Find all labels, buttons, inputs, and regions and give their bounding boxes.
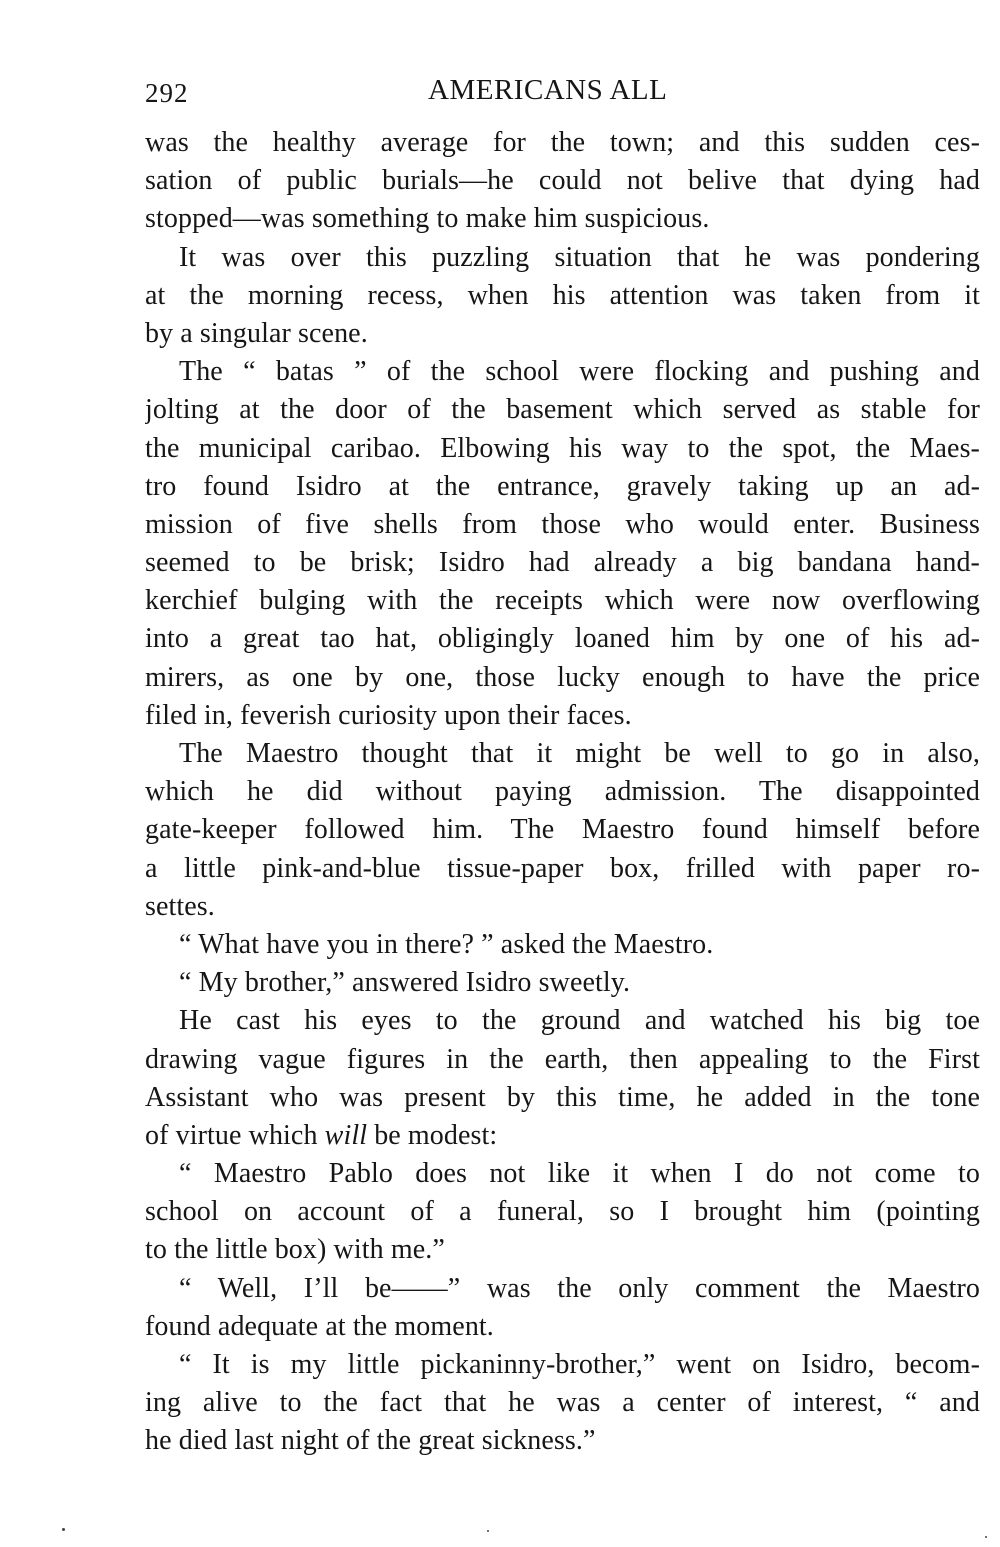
text-line: The Maestro thought that it might be well to go in also, [179, 738, 980, 769]
text-line: school on account of a funeral, so I brought him (pointing [145, 1196, 980, 1228]
text-line: filed in, feverish curiosity upon their faces. [145, 699, 632, 731]
text-line: settes. [145, 890, 215, 922]
text-line: “ Maestro Pablo does not like it when I do not come to [179, 1158, 980, 1190]
scan-speck [985, 1536, 987, 1538]
text-line: ing alive to the fact that he was a center of interest, “ and [145, 1387, 980, 1419]
text-line: mirers, as one by one, those lucky enough to have the price [145, 661, 980, 693]
text-line: gate-keeper followed him. The Maestro found himself before [145, 814, 980, 846]
text-line: sation of public burials—he could not belive that dying had [145, 165, 980, 197]
italic-word: will [324, 1119, 368, 1151]
text-line: stopped—was something to make him suspicious. [145, 203, 710, 235]
text-line: mission of five shells from those who would enter. Business [145, 508, 980, 540]
scan-speck [487, 1530, 489, 1532]
text-line: was the healthy average for the town; and this sudden ces- [145, 127, 980, 158]
text-line: “ It is my little pickaninny-brother,” went on Isidro, becom- [179, 1349, 980, 1380]
text-line: “ Well, I’ll be——” was the only comment the Maestro [179, 1272, 980, 1304]
text-line: drawing vague figures in the earth, then appealing to the First [145, 1043, 980, 1075]
text-line: a little pink-and-blue tissue-paper box, frilled with paper ro- [145, 852, 980, 884]
text-line: by a singular scene. [145, 317, 368, 349]
text-line: to the little box) with me.” [145, 1234, 445, 1266]
text-line: at the morning recess, when his attention was taken from it [145, 279, 980, 311]
text-line: The “ batas ” of the school were flocking and pushing and [179, 356, 980, 388]
text-line: kerchief bulging with the receipts which were now overflowing [145, 585, 980, 617]
text-line: jolting at the door of the basement which served as stable for [145, 394, 980, 426]
page-number: 292 [145, 78, 189, 108]
text-line: he died last night of the great sickness.” [145, 1425, 596, 1457]
text-line: which he did without paying admission. The disappointed [145, 776, 980, 808]
text-segment: be modest: [367, 1119, 498, 1151]
body-text [145, 124, 980, 1461]
text-line: It was over this puzzling situation that he was pondering [179, 241, 980, 273]
text-line: found adequate at the moment. [145, 1310, 494, 1342]
text-line: “ My brother,” answered Isidro sweetly. [179, 967, 631, 999]
text-line: into a great tao hat, obligingly loaned him by one of his ad- [145, 623, 980, 655]
text-line: Assistant who was present by this time, he added in the tone [145, 1081, 980, 1113]
text-line: the municipal caribao. Elbowing his way to the spot, the Maes- [145, 432, 980, 464]
text-line [145, 1117, 980, 1155]
text-line: tro found Isidro at the entrance, gravely taking up an ad- [145, 470, 980, 502]
text-line: He cast his eyes to the ground and watched his big toe [179, 1005, 980, 1037]
text-line: “ What have you in there? ” asked the Maestro. [179, 928, 714, 960]
page-header [145, 70, 980, 110]
text-segment: of virtue which [145, 1119, 325, 1151]
scan-speck [62, 1528, 65, 1531]
running-title: AMERICANS ALL [428, 74, 668, 106]
text-line: seemed to be brisk; Isidro had already a big bandana hand- [145, 547, 980, 579]
